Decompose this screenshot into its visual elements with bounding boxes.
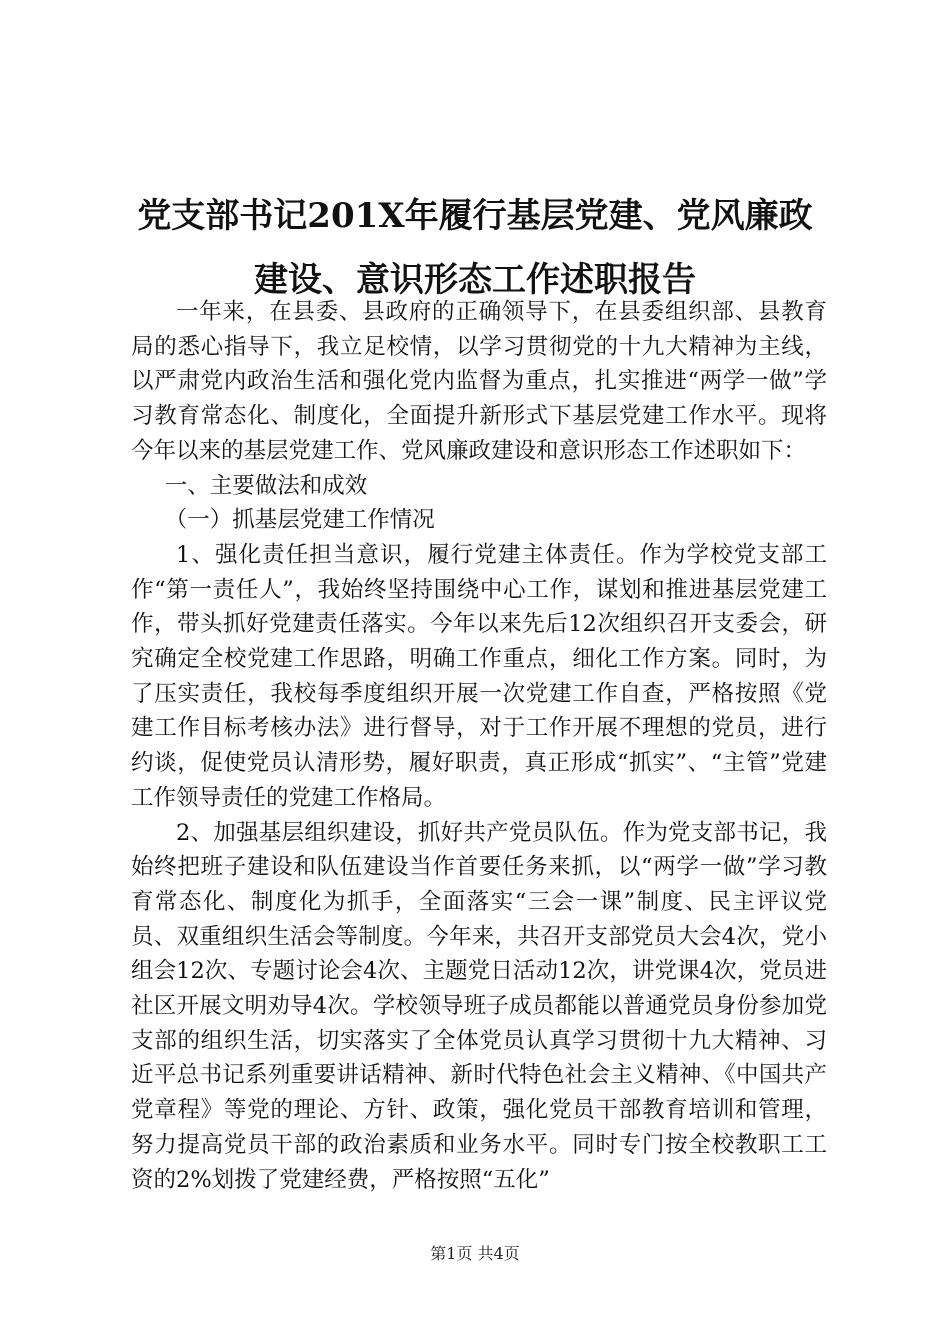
subsection-heading: （一）抓基层党建工作情况 [164,507,435,534]
title-line-1: 党支部书记201X年履行基层党建、党风廉政 [137,196,813,236]
document-title [120,184,830,312]
paragraph-item-1: 1、强化责任担当意识，履行党建主体责任。作为学校党支部工作“第一责任人”，我始终坚持围绕中心工作，谋划和推进基层党建工作，带头抓好党建责任落实。今年以来先后12次组织召开支委会，研究确定全校党建工作思路，明确工作重点，细化工作方案。同时，为了压实责任，我校每季度组织开展一次党建工作自查，严格按照《党建工作目标考核办法》进行督导，对于工作开展不理想的党员，进行约谈，促使党员认清形势，履好职责，真正形成“抓实”、“主管”党建工作领导责任的党建工作格局。 [131,541,827,811]
paragraph-intro: 一年来，在县委、县政府的正确领导下，在县委组织部、县教育局的悉心指导下，我立足校情，以学习贯彻党的十九大精神为主线，以严肃党内政治生活和强化党内监督为重点，扎实推进“两学一做”学习教育常态化、制度化，全面提升新形式下基层党建工作水平。现将今年以来的基层党建工作、党风廉政建设和意识形态工作述职如下： [131,299,827,464]
paragraph-item-2: 2、加强基层组织建设，抓好共产党员队伍。作为党支部书记，我始终把班子建设和队伍建设当作首要任务来抓，以“两学一做”学习教育常态化、制度化为抓手，全面落实“三会一课”制度、民主评议党员、双重组织生活会等制度。今年来，共召开支部党员大会4次，党小组会12次、专题讨论会4次、主题党日活动12次，讲党课4次，党员进社区开展文明劝导4次。学校领导班子成员都能以普通党员身份参加党支部的组织生活，切实落实了全体党员认真学习贯彻十九大精神、习近平总书记系列重要讲话精神、新时代特色社会主义精神、《中国共产党章程》等党的理论、方针、政策，强化党员干部教育培训和管理，努力提高党员干部的政治素质和业务水平。同时专门按全校教职工工资的2%划拨了党建经费，严格按照“五化” [131,819,827,1193]
title-line-2: 建设、意识形态工作述职报告 [254,260,696,300]
document-body [131,295,827,1197]
page-footer: 第1页 共4页 [430,1244,520,1263]
section-heading: 一、主要做法和成效 [164,472,368,499]
